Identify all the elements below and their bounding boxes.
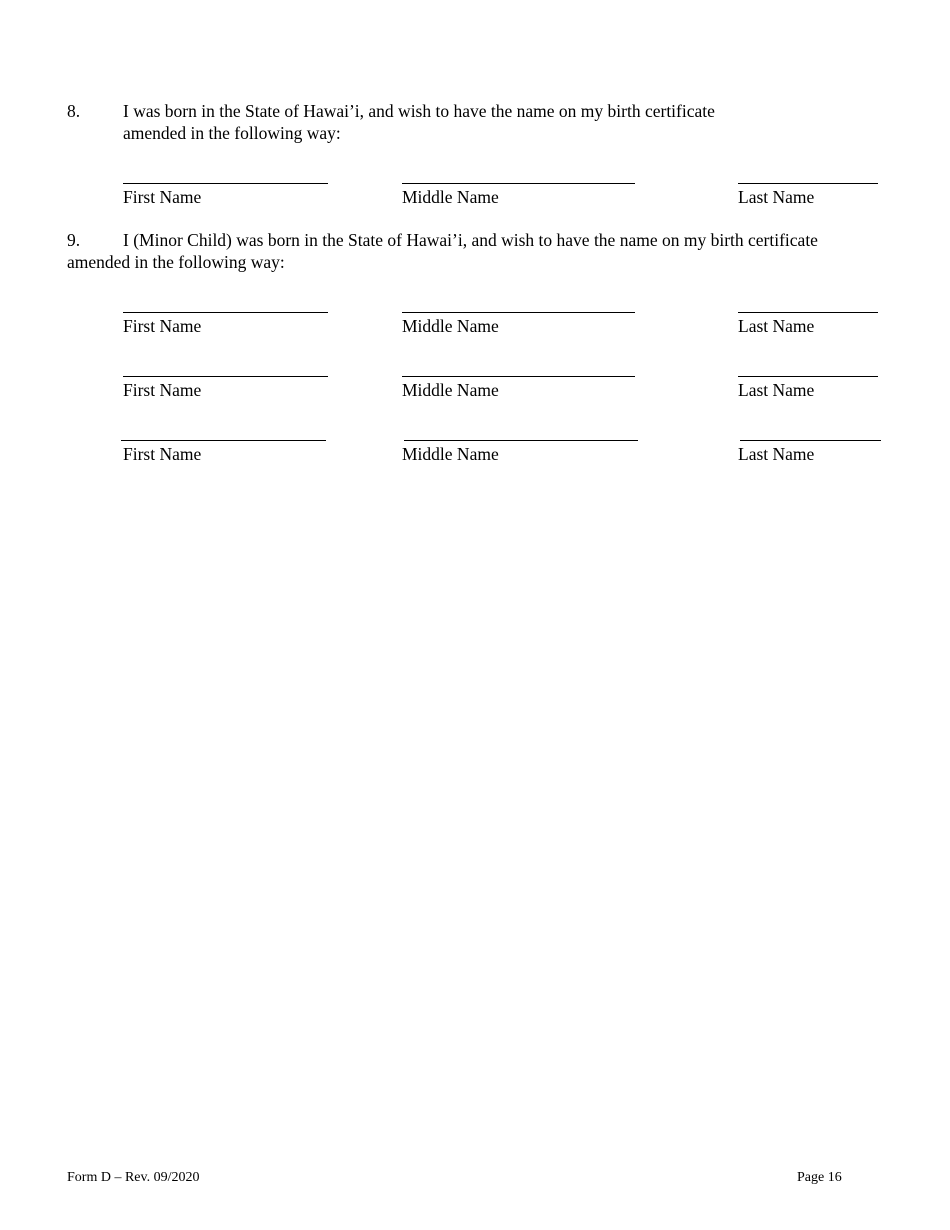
last-name-label: Last Name xyxy=(738,316,815,336)
item-9-text-line2: amended in the following way: xyxy=(67,252,285,272)
last-name-line[interactable] xyxy=(738,312,878,313)
item-9-text-line1: I (Minor Child) was born in the State of Hawai’i, and wish to have the name on my birth certificate xyxy=(123,230,818,250)
last-name-label: Last Name xyxy=(738,380,815,400)
middle-name-line[interactable] xyxy=(404,440,638,441)
item-9-number: 9. xyxy=(67,230,81,250)
first-name-label: First Name xyxy=(123,380,202,400)
last-name-label: Last Name xyxy=(738,444,815,464)
first-name-line[interactable] xyxy=(123,183,328,184)
first-name-line[interactable] xyxy=(121,440,326,441)
first-name-line[interactable] xyxy=(123,312,328,313)
middle-name-line[interactable] xyxy=(402,376,635,377)
footer-page-number: Page 16 xyxy=(797,1170,842,1185)
last-name-line[interactable] xyxy=(738,183,878,184)
first-name-line[interactable] xyxy=(123,376,328,377)
middle-name-label: Middle Name xyxy=(402,380,499,400)
middle-name-line[interactable] xyxy=(402,312,635,313)
item-8-text-line1: I was born in the State of Hawai’i, and wish to have the name on my birth certificate xyxy=(123,101,715,121)
first-name-label: First Name xyxy=(123,444,202,464)
first-name-label: First Name xyxy=(123,316,202,336)
footer-form-revision: Form D – Rev. 09/2020 xyxy=(67,1170,200,1185)
middle-name-label: Middle Name xyxy=(402,187,499,207)
item-8-text-line2: amended in the following way: xyxy=(123,123,341,143)
last-name-line[interactable] xyxy=(738,376,878,377)
item-8-number: 8. xyxy=(67,101,81,121)
middle-name-label: Middle Name xyxy=(402,444,499,464)
middle-name-label: Middle Name xyxy=(402,316,499,336)
first-name-label: First Name xyxy=(123,187,202,207)
last-name-label: Last Name xyxy=(738,187,815,207)
last-name-line[interactable] xyxy=(740,440,881,441)
middle-name-line[interactable] xyxy=(402,183,635,184)
